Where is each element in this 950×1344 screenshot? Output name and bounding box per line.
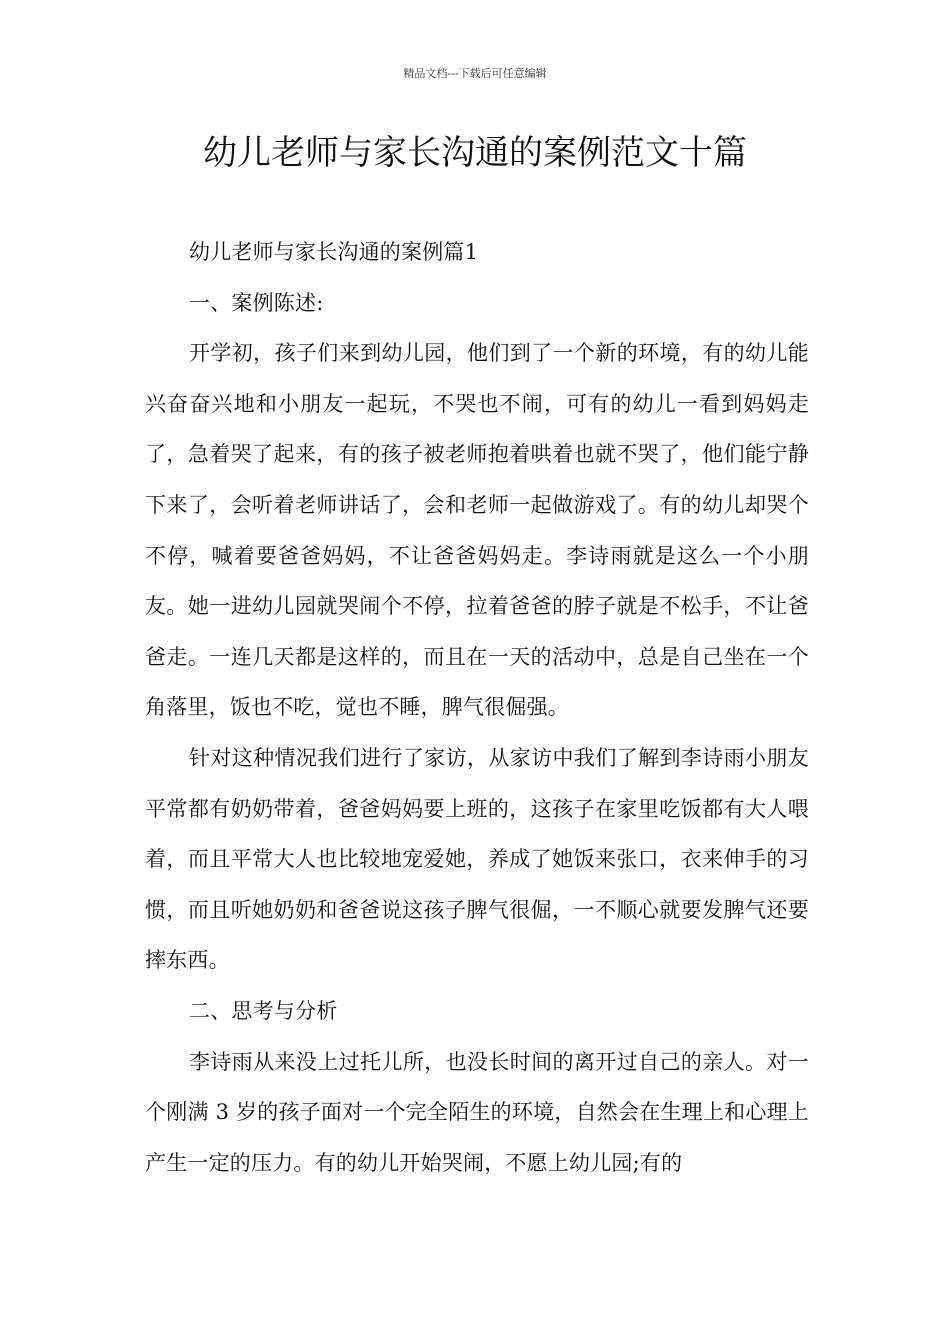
paragraph-home-visit: 针对这种情况我们进行了家访，从家访中我们了解到李诗雨小朋友平常都有奶奶带着，爸爸妈妈要上班的，这孩子在家里吃饭都有大人喂着，而且平常大人也比较地宠爱她，养成了她饭来张口，衣来伸手的习惯，而且听她奶奶和爸爸说这孩子脾气很倔，一不顺心就要发脾气还要摔东西。 — [145, 745, 809, 973]
paragraph-case-description: 开学初，孩子们来到幼儿园，他们到了一个新的环境，有的幼儿能兴奋奋兴地和小朋友一起玩，不哭也不闹，可有的幼儿一看到妈妈走了，急着哭了起来，有的孩子被老师抱着哄着也就不哭了，他们能宁静下来了，会听着老师讲话了，会和老师一起做游戏了。有的幼儿却哭个不停，喊着要爸爸妈妈，不让爸爸妈妈走。李诗雨就是这么一个小朋友。她一进幼儿园就哭闹个不停，拉着爸爸的脖子就是不松手，不让爸爸走。一连几天都是这样的，而且在一天的活动中，总是自己坐在一个角落里，饭也不吃，觉也不睡，脾气很倔强。 — [145, 341, 809, 720]
section-heading-case-1: 幼儿老师与家长沟通的案例篇1 — [189, 240, 479, 264]
document-title: 幼儿老师与家长沟通的案例范文十篇 — [203, 133, 747, 173]
section-heading-analysis: 二、思考与分析 — [189, 998, 338, 1023]
section-heading-case-statement: 一、案例陈述: — [189, 290, 324, 315]
paragraph-analysis: 李诗雨从来没上过托儿所，也没长时间的离开过自己的亲人。对一个刚满 3 岁的孩子面对一个完全陌生的环境，自然会在生理上和心理上产生一定的压力。有的幼儿开始哭闹，不愿上幼儿园;有的 — [145, 1049, 809, 1175]
header-note: 精品文档---下载后可任意编辑 — [403, 67, 547, 80]
document-body — [145, 227, 809, 1188]
